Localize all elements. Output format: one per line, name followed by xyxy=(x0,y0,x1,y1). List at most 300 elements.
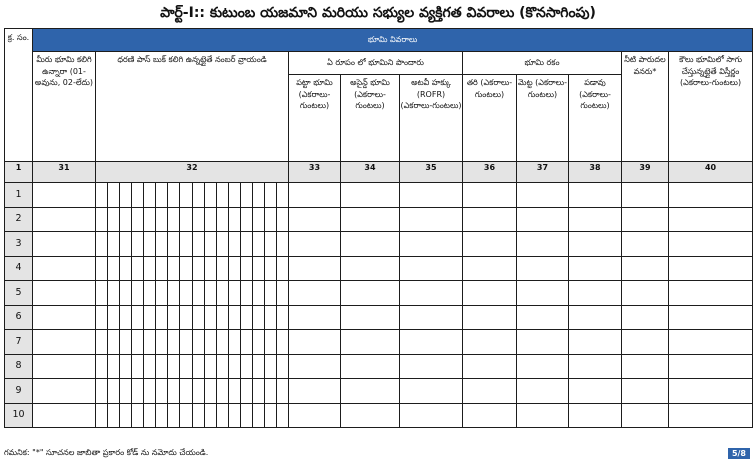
land-type-group-header: భూమి రకం xyxy=(463,52,622,75)
entry-cell[interactable] xyxy=(569,354,622,379)
passbook-digit-box[interactable] xyxy=(253,404,265,428)
passbook-digit-box[interactable] xyxy=(277,404,288,428)
entry-cell[interactable] xyxy=(669,403,753,428)
entry-cell[interactable] xyxy=(289,183,341,208)
entry-cell[interactable] xyxy=(463,379,517,404)
passbook-digit-box[interactable] xyxy=(193,355,205,379)
passbook-digit-box[interactable] xyxy=(253,232,265,256)
entry-cell[interactable] xyxy=(400,183,463,208)
entry-cell[interactable] xyxy=(622,305,669,330)
passbook-digit-box[interactable] xyxy=(156,232,168,256)
table-row xyxy=(5,330,753,355)
passbook-digit-box[interactable] xyxy=(277,281,288,305)
entry-cell[interactable] xyxy=(463,232,517,257)
passbook-digit-box[interactable] xyxy=(265,404,277,428)
passbook-digit-box[interactable] xyxy=(277,257,288,281)
entry-cell[interactable] xyxy=(341,305,400,330)
entry-cell[interactable] xyxy=(289,281,341,306)
row-number: 5 xyxy=(5,281,33,306)
passbook-digit-box[interactable] xyxy=(168,232,180,256)
passbook-digit-box[interactable] xyxy=(144,330,156,354)
passbook-digit-box[interactable] xyxy=(168,208,180,232)
entry-cell[interactable] xyxy=(622,256,669,281)
entry-cell[interactable] xyxy=(622,232,669,257)
page-number-badge: 5/8 xyxy=(728,448,750,459)
passbook-digit-box[interactable] xyxy=(144,257,156,281)
passbook-digit-box[interactable] xyxy=(241,257,253,281)
entry-cell[interactable] xyxy=(669,281,753,306)
passbook-digit-box[interactable] xyxy=(180,379,192,403)
table-row xyxy=(5,379,753,404)
entry-cell[interactable] xyxy=(569,281,622,306)
entry-cell[interactable] xyxy=(400,354,463,379)
entry-cell[interactable] xyxy=(400,207,463,232)
entry-cell[interactable] xyxy=(517,207,569,232)
passbook-digit-box[interactable] xyxy=(229,232,241,256)
passbook-digit-box[interactable] xyxy=(265,183,277,207)
passbook-digit-box[interactable] xyxy=(156,257,168,281)
passbook-digit-box[interactable] xyxy=(205,257,217,281)
passbook-digit-box[interactable] xyxy=(108,404,120,428)
entry-cell[interactable] xyxy=(96,330,289,355)
entry-cell[interactable] xyxy=(569,207,622,232)
passbook-digit-box[interactable] xyxy=(277,183,288,207)
entry-cell[interactable] xyxy=(33,281,96,306)
entry-cell[interactable] xyxy=(400,403,463,428)
passbook-digit-box[interactable] xyxy=(253,306,265,330)
passbook-digit-box[interactable] xyxy=(205,183,217,207)
column-number-cell: 1 xyxy=(5,162,33,183)
passbook-digit-box[interactable] xyxy=(277,330,288,354)
entry-cell[interactable] xyxy=(289,305,341,330)
passbook-digit-box[interactable] xyxy=(241,330,253,354)
entry-cell[interactable] xyxy=(622,354,669,379)
passbook-digit-box[interactable] xyxy=(96,330,108,354)
passbook-digit-box[interactable] xyxy=(156,355,168,379)
entry-cell[interactable] xyxy=(622,207,669,232)
entry-cell[interactable] xyxy=(96,232,289,257)
passbook-digit-box[interactable] xyxy=(265,281,277,305)
entry-cell[interactable] xyxy=(33,403,96,428)
col-38-header: పడావు (ఎకరాలు-గుంటలు) xyxy=(569,75,622,162)
passbook-digit-box[interactable] xyxy=(193,404,205,428)
passbook-digit-box[interactable] xyxy=(253,208,265,232)
passbook-digit-box[interactable] xyxy=(144,379,156,403)
col-33-header: పట్టా భూమి (ఎకరాలు-గుంటలు) xyxy=(289,75,341,162)
entry-cell[interactable] xyxy=(463,354,517,379)
passbook-digit-box[interactable] xyxy=(156,281,168,305)
entry-cell[interactable] xyxy=(669,207,753,232)
passbook-digit-box[interactable] xyxy=(132,404,144,428)
entry-cell[interactable] xyxy=(33,232,96,257)
passbook-digit-box[interactable] xyxy=(144,183,156,207)
entry-cell[interactable] xyxy=(517,379,569,404)
passbook-digit-box[interactable] xyxy=(96,306,108,330)
passbook-digit-box[interactable] xyxy=(168,404,180,428)
row-number: 9 xyxy=(5,379,33,404)
column-number-row xyxy=(5,162,753,183)
passbook-digit-box[interactable] xyxy=(156,183,168,207)
entry-cell[interactable] xyxy=(96,183,289,208)
row-number: 6 xyxy=(5,305,33,330)
passbook-digit-box[interactable] xyxy=(120,404,132,428)
entry-cell[interactable] xyxy=(341,354,400,379)
entry-cell[interactable] xyxy=(517,281,569,306)
passbook-digit-box[interactable] xyxy=(229,281,241,305)
passbook-digit-box[interactable] xyxy=(277,355,288,379)
passbook-digit-box[interactable] xyxy=(132,379,144,403)
passbook-digit-box[interactable] xyxy=(168,306,180,330)
passbook-digit-box[interactable] xyxy=(205,404,217,428)
passbook-digit-box[interactable] xyxy=(144,281,156,305)
entry-cell[interactable] xyxy=(569,379,622,404)
entry-cell[interactable] xyxy=(463,183,517,208)
passbook-digit-box[interactable] xyxy=(168,183,180,207)
entry-cell[interactable] xyxy=(569,403,622,428)
passbook-digit-box[interactable] xyxy=(132,183,144,207)
passbook-digit-box[interactable] xyxy=(144,306,156,330)
entry-cell[interactable] xyxy=(341,232,400,257)
passbook-digit-box[interactable] xyxy=(180,281,192,305)
passbook-digit-box[interactable] xyxy=(205,281,217,305)
passbook-digit-box[interactable] xyxy=(132,208,144,232)
footer-note: గమనిక: "*" సూచనల జాబితా ప్రకారం కోడ్ ను నమోదు చేయండి. xyxy=(4,448,209,457)
entry-cell[interactable] xyxy=(33,354,96,379)
entry-cell[interactable] xyxy=(517,183,569,208)
entry-cell[interactable] xyxy=(341,256,400,281)
entry-cell[interactable] xyxy=(33,379,96,404)
passbook-digit-box[interactable] xyxy=(96,208,108,232)
passbook-digit-box[interactable] xyxy=(108,281,120,305)
entry-cell[interactable] xyxy=(569,305,622,330)
land-details-table xyxy=(4,28,753,428)
passbook-digit-box[interactable] xyxy=(265,208,277,232)
passbook-digit-box[interactable] xyxy=(241,379,253,403)
entry-cell[interactable] xyxy=(622,330,669,355)
row-number: 10 xyxy=(5,403,33,428)
passbook-digit-box[interactable] xyxy=(108,306,120,330)
column-number-cell: 33 xyxy=(289,162,341,183)
entry-cell[interactable] xyxy=(96,354,289,379)
passbook-digit-box[interactable] xyxy=(120,355,132,379)
entry-cell[interactable] xyxy=(463,207,517,232)
passbook-digit-box[interactable] xyxy=(253,257,265,281)
passbook-digit-box[interactable] xyxy=(217,306,229,330)
row-number: 7 xyxy=(5,330,33,355)
passbook-digit-box[interactable] xyxy=(156,208,168,232)
entry-cell[interactable] xyxy=(463,330,517,355)
passbook-digit-box[interactable] xyxy=(253,379,265,403)
passbook-digit-box[interactable] xyxy=(229,208,241,232)
entry-cell[interactable] xyxy=(341,207,400,232)
entry-cell[interactable] xyxy=(569,232,622,257)
passbook-digit-box[interactable] xyxy=(168,281,180,305)
passbook-digit-box[interactable] xyxy=(96,281,108,305)
entry-cell[interactable] xyxy=(400,379,463,404)
passbook-digit-box[interactable] xyxy=(193,257,205,281)
passbook-digit-box[interactable] xyxy=(277,379,288,403)
passbook-digit-box[interactable] xyxy=(132,330,144,354)
entry-cell[interactable] xyxy=(289,403,341,428)
passbook-digit-box[interactable] xyxy=(193,232,205,256)
passbook-digit-box[interactable] xyxy=(241,355,253,379)
passbook-digit-box[interactable] xyxy=(96,232,108,256)
entry-cell[interactable] xyxy=(400,305,463,330)
page-title: పార్ట్-I:: కుటుంబ యజమాని మరియు సభ్యుల వ్యక్తిగత వివరాలు (కొనసాగింపు) xyxy=(160,5,596,21)
entry-cell[interactable] xyxy=(669,379,753,404)
passbook-digit-box[interactable] xyxy=(229,355,241,379)
row-number: 4 xyxy=(5,256,33,281)
table-row xyxy=(5,403,753,428)
passbook-digit-box[interactable] xyxy=(253,355,265,379)
passbook-digit-box[interactable] xyxy=(193,379,205,403)
passbook-digit-box[interactable] xyxy=(217,355,229,379)
passbook-digit-box[interactable] xyxy=(217,379,229,403)
entry-cell[interactable] xyxy=(400,330,463,355)
passbook-digit-box[interactable] xyxy=(265,330,277,354)
entry-cell[interactable] xyxy=(33,256,96,281)
entry-cell[interactable] xyxy=(33,183,96,208)
entry-cell[interactable] xyxy=(463,403,517,428)
passbook-digit-box[interactable] xyxy=(229,379,241,403)
passbook-digit-box[interactable] xyxy=(144,232,156,256)
row-number: 3 xyxy=(5,232,33,257)
passbook-digit-box[interactable] xyxy=(168,330,180,354)
passbook-digit-box[interactable] xyxy=(193,183,205,207)
entry-cell[interactable] xyxy=(669,183,753,208)
entry-cell[interactable] xyxy=(96,207,289,232)
passbook-digit-box[interactable] xyxy=(229,183,241,207)
passbook-digit-box[interactable] xyxy=(205,306,217,330)
entry-cell[interactable] xyxy=(569,183,622,208)
passbook-digit-box[interactable] xyxy=(193,330,205,354)
entry-cell[interactable] xyxy=(289,232,341,257)
entry-cell[interactable] xyxy=(33,207,96,232)
passbook-digit-box[interactable] xyxy=(205,330,217,354)
passbook-digit-box[interactable] xyxy=(96,379,108,403)
table-row xyxy=(5,183,753,208)
entry-cell[interactable] xyxy=(669,305,753,330)
col-37-header: మెట్ట (ఎకరాలు-గుంటలు) xyxy=(517,75,569,162)
entry-cell[interactable] xyxy=(569,330,622,355)
col-34-header: అసైన్డ్ భూమి (ఎకరాలు-గుంటలు) xyxy=(341,75,400,162)
entry-cell[interactable] xyxy=(517,256,569,281)
entry-cell[interactable] xyxy=(400,256,463,281)
passbook-digit-box[interactable] xyxy=(217,404,229,428)
entry-cell[interactable] xyxy=(96,305,289,330)
passbook-digit-box[interactable] xyxy=(217,208,229,232)
passbook-digit-box[interactable] xyxy=(265,355,277,379)
passbook-digit-box[interactable] xyxy=(96,355,108,379)
passbook-digit-box[interactable] xyxy=(120,281,132,305)
passbook-digit-box[interactable] xyxy=(120,183,132,207)
column-number-cell: 36 xyxy=(463,162,517,183)
passbook-digit-box[interactable] xyxy=(205,355,217,379)
passbook-digit-box[interactable] xyxy=(96,404,108,428)
passbook-digit-box[interactable] xyxy=(277,306,288,330)
entry-cell[interactable] xyxy=(400,281,463,306)
passbook-digit-box[interactable] xyxy=(241,208,253,232)
entry-cell[interactable] xyxy=(341,379,400,404)
passbook-digit-box[interactable] xyxy=(132,257,144,281)
column-number-cell: 34 xyxy=(341,162,400,183)
passbook-digit-box[interactable] xyxy=(108,183,120,207)
passbook-digit-box[interactable] xyxy=(193,208,205,232)
passbook-digit-box[interactable] xyxy=(277,208,288,232)
entry-cell[interactable] xyxy=(341,403,400,428)
passbook-digit-box[interactable] xyxy=(144,208,156,232)
entry-cell[interactable] xyxy=(669,354,753,379)
entry-cell[interactable] xyxy=(463,305,517,330)
passbook-digit-box[interactable] xyxy=(265,257,277,281)
passbook-digit-box[interactable] xyxy=(241,404,253,428)
passbook-digit-box[interactable] xyxy=(156,379,168,403)
col-39-header: నీటి పారుదల వనరు* xyxy=(622,52,669,162)
entry-cell[interactable] xyxy=(341,330,400,355)
passbook-digit-box[interactable] xyxy=(108,257,120,281)
passbook-digit-box[interactable] xyxy=(180,404,192,428)
entry-cell[interactable] xyxy=(33,330,96,355)
passbook-digit-box[interactable] xyxy=(132,355,144,379)
passbook-digit-box[interactable] xyxy=(217,281,229,305)
passbook-digit-box[interactable] xyxy=(132,232,144,256)
passbook-digit-box[interactable] xyxy=(108,355,120,379)
passbook-digit-box[interactable] xyxy=(120,208,132,232)
passbook-digit-box[interactable] xyxy=(217,232,229,256)
entry-cell[interactable] xyxy=(517,232,569,257)
table-row xyxy=(5,207,753,232)
col-35-header: అటవీ హక్కు (ROFR) (ఎకరాలు-గుంటలు) xyxy=(400,75,463,162)
entry-cell[interactable] xyxy=(341,281,400,306)
passbook-digit-box[interactable] xyxy=(241,232,253,256)
serial-number-header: క్ర. సం. xyxy=(5,29,33,162)
table-row xyxy=(5,232,753,257)
entry-cell[interactable] xyxy=(517,305,569,330)
passbook-digit-box[interactable] xyxy=(108,232,120,256)
passbook-digit-box[interactable] xyxy=(108,208,120,232)
entry-cell[interactable] xyxy=(517,354,569,379)
passbook-digit-box[interactable] xyxy=(168,355,180,379)
passbook-digit-box[interactable] xyxy=(144,404,156,428)
entry-cell[interactable] xyxy=(400,232,463,257)
entry-cell[interactable] xyxy=(96,403,289,428)
entry-cell[interactable] xyxy=(289,354,341,379)
passbook-digit-box[interactable] xyxy=(108,379,120,403)
passbook-digit-box[interactable] xyxy=(265,232,277,256)
entry-cell[interactable] xyxy=(289,256,341,281)
entry-cell[interactable] xyxy=(289,207,341,232)
passbook-digit-box[interactable] xyxy=(205,379,217,403)
passbook-digit-box[interactable] xyxy=(144,355,156,379)
entry-cell[interactable] xyxy=(33,305,96,330)
passbook-digit-box[interactable] xyxy=(132,281,144,305)
passbook-digit-box[interactable] xyxy=(180,330,192,354)
passbook-digit-box[interactable] xyxy=(265,379,277,403)
passbook-digit-box[interactable] xyxy=(120,306,132,330)
entry-cell[interactable] xyxy=(517,403,569,428)
entry-cell[interactable] xyxy=(96,281,289,306)
passbook-digit-box[interactable] xyxy=(120,379,132,403)
passbook-digit-box[interactable] xyxy=(217,257,229,281)
column-number-cell: 38 xyxy=(569,162,622,183)
land-details-header: భూమి వివరాలు xyxy=(33,29,753,52)
passbook-digit-box[interactable] xyxy=(193,306,205,330)
passbook-digit-box[interactable] xyxy=(241,306,253,330)
passbook-digit-box[interactable] xyxy=(180,257,192,281)
land-acquisition-group-header: ఏ రూపం లో భూమిని పొందారు xyxy=(289,52,463,75)
passbook-digit-box[interactable] xyxy=(156,306,168,330)
passbook-digit-box[interactable] xyxy=(96,257,108,281)
passbook-digit-box[interactable] xyxy=(217,330,229,354)
table-row xyxy=(5,281,753,306)
passbook-digit-box[interactable] xyxy=(265,306,277,330)
passbook-digit-box[interactable] xyxy=(108,330,120,354)
entry-cell[interactable] xyxy=(463,281,517,306)
passbook-digit-box[interactable] xyxy=(168,257,180,281)
entry-cell[interactable] xyxy=(96,379,289,404)
passbook-digit-box[interactable] xyxy=(241,183,253,207)
column-number-cell: 32 xyxy=(96,162,289,183)
passbook-digit-box[interactable] xyxy=(120,330,132,354)
passbook-digit-box[interactable] xyxy=(156,404,168,428)
passbook-digit-box[interactable] xyxy=(180,208,192,232)
passbook-digit-box[interactable] xyxy=(241,281,253,305)
passbook-digit-box[interactable] xyxy=(229,257,241,281)
entry-cell[interactable] xyxy=(669,256,753,281)
passbook-digit-box[interactable] xyxy=(156,330,168,354)
passbook-digit-box[interactable] xyxy=(96,183,108,207)
passbook-digit-box[interactable] xyxy=(193,281,205,305)
col-40-header: కౌలు భూమిలో సాగు చేస్తున్నట్లైతే విస్తీర్ణం (ఎకరాలు-గుంటలు) xyxy=(669,52,753,162)
table-row xyxy=(5,354,753,379)
entry-cell[interactable] xyxy=(569,256,622,281)
passbook-digit-box[interactable] xyxy=(180,183,192,207)
entry-cell[interactable] xyxy=(669,232,753,257)
entry-cell[interactable] xyxy=(463,256,517,281)
passbook-digit-box[interactable] xyxy=(180,306,192,330)
passbook-digit-box[interactable] xyxy=(132,306,144,330)
passbook-digit-box[interactable] xyxy=(217,183,229,207)
passbook-digit-box[interactable] xyxy=(205,232,217,256)
passbook-digit-box[interactable] xyxy=(180,355,192,379)
entry-cell[interactable] xyxy=(622,281,669,306)
passbook-digit-box[interactable] xyxy=(253,281,265,305)
passbook-digit-box[interactable] xyxy=(229,404,241,428)
passbook-digit-box[interactable] xyxy=(205,208,217,232)
passbook-digit-box[interactable] xyxy=(229,306,241,330)
passbook-digit-box[interactable] xyxy=(180,232,192,256)
entry-cell[interactable] xyxy=(96,256,289,281)
passbook-digit-box[interactable] xyxy=(120,232,132,256)
entry-cell[interactable] xyxy=(669,330,753,355)
entry-cell[interactable] xyxy=(341,183,400,208)
passbook-digit-box[interactable] xyxy=(253,183,265,207)
entry-cell[interactable] xyxy=(517,330,569,355)
entry-cell[interactable] xyxy=(289,330,341,355)
entry-cell[interactable] xyxy=(622,183,669,208)
entry-cell[interactable] xyxy=(289,379,341,404)
passbook-digit-box[interactable] xyxy=(168,379,180,403)
passbook-digit-box[interactable] xyxy=(277,232,288,256)
entry-cell[interactable] xyxy=(622,379,669,404)
passbook-digit-box[interactable] xyxy=(120,257,132,281)
col-32-header: ధరణి పాస్ బుక్ కలిగి ఉన్నట్లైతే నంబర్ వ్రాయండి xyxy=(96,52,289,162)
entry-cell[interactable] xyxy=(622,403,669,428)
passbook-digit-box[interactable] xyxy=(229,330,241,354)
passbook-digit-box[interactable] xyxy=(253,330,265,354)
column-number-cell: 35 xyxy=(400,162,463,183)
row-number: 1 xyxy=(5,183,33,208)
